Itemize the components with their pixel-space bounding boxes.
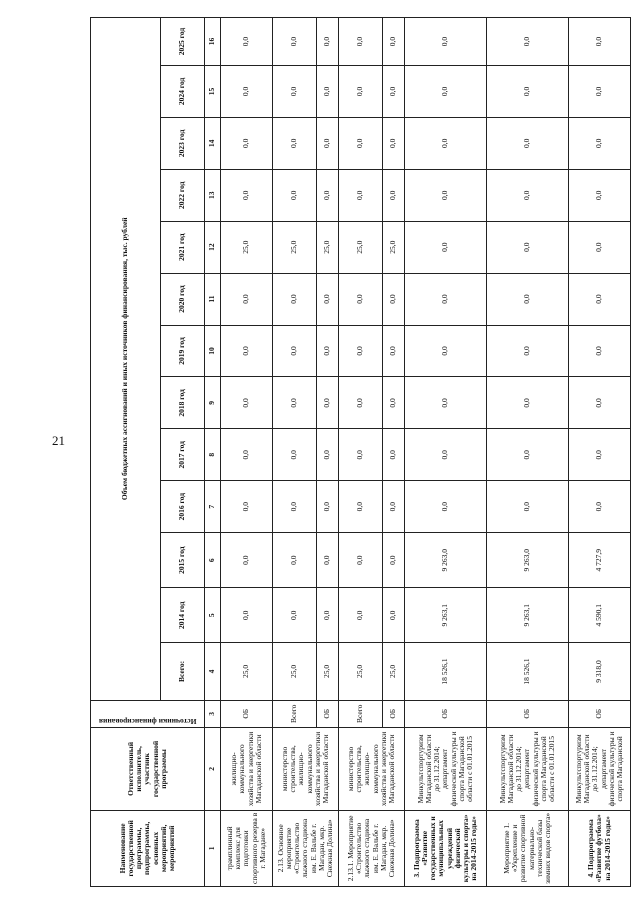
row-year-value: 9 263,1	[405, 588, 487, 643]
row-year-value: 0,0	[487, 18, 569, 66]
row-source-cell: ОБ	[405, 700, 487, 728]
column-number: 2	[205, 728, 221, 811]
row-year-value: 0,0	[273, 429, 317, 481]
column-number: 12	[205, 221, 221, 273]
column-number: 4	[205, 643, 221, 700]
row-year-value: 0,0	[383, 377, 405, 429]
page-number: 21	[52, 433, 65, 448]
row-year-value: 0,0	[569, 429, 631, 481]
row-year-value: 0,0	[339, 429, 383, 481]
row-year-value: 0,0	[569, 117, 631, 169]
column-number: 15	[205, 65, 221, 117]
header-year: 2023 год	[161, 117, 205, 169]
column-number: 13	[205, 169, 221, 221]
row-year-value: 0,0	[317, 65, 339, 117]
column-number: 8	[205, 429, 221, 481]
row-year-value: 0,0	[273, 65, 317, 117]
header-year: 2017 год	[161, 429, 205, 481]
header-year: 2022 год	[161, 169, 205, 221]
row-year-value: 0,0	[273, 169, 317, 221]
header-year: 2019 год	[161, 325, 205, 377]
row-year-value: 25,0	[221, 221, 273, 273]
header-year: 2021 год	[161, 221, 205, 273]
row-year-value: 0,0	[569, 169, 631, 221]
row-total-cell: 25,0	[339, 643, 383, 700]
header-funding: Объем бюджетных ассигнований и иных источников финансирования, тыс. рублей	[91, 18, 161, 701]
row-year-value: 0,0	[339, 117, 383, 169]
row-total-cell: 25,0	[383, 643, 405, 700]
row-year-value: 0,0	[317, 117, 339, 169]
row-total-cell: 18 526,1	[487, 643, 569, 700]
row-year-value: 0,0	[405, 169, 487, 221]
row-year-value: 0,0	[487, 221, 569, 273]
row-year-value: 0,0	[339, 325, 383, 377]
row-year-value: 0,0	[273, 117, 317, 169]
row-year-value: 0,0	[221, 377, 273, 429]
column-number: 9	[205, 377, 221, 429]
row-year-value: 0,0	[487, 273, 569, 325]
row-total-cell: 9 318,0	[569, 643, 631, 700]
row-year-value: 0,0	[569, 481, 631, 533]
row-year-value: 0,0	[405, 117, 487, 169]
row-year-value: 0,0	[569, 65, 631, 117]
row-year-value: 0,0	[273, 273, 317, 325]
row-year-value: 0,0	[383, 169, 405, 221]
row-year-value: 0,0	[569, 273, 631, 325]
row-year-value: 0,0	[221, 169, 273, 221]
row-year-value: 0,0	[383, 429, 405, 481]
row-year-value: 0,0	[317, 533, 339, 588]
funding-table-sheet	[90, 17, 624, 887]
row-year-value: 9 263,0	[405, 533, 487, 588]
header-year: 2015 год	[161, 533, 205, 588]
row-year-value: 0,0	[339, 588, 383, 643]
row-source-cell: Всего	[273, 700, 317, 728]
row-source-cell: ОБ	[383, 700, 405, 728]
row-year-value: 0,0	[273, 325, 317, 377]
table-row	[405, 18, 487, 887]
column-number: 16	[205, 18, 221, 66]
row-year-value: 0,0	[221, 588, 273, 643]
row-year-value: 9 263,0	[487, 533, 569, 588]
row-name-cell: трамплинный комплекс для подготовки спортивного резерва в г. Магадане»	[221, 810, 273, 886]
row-name-cell: 3. Подпрограмма «Развитие государственных и муниципальных учреждений физической культуры и спорта» на 2014-2015 годы»	[405, 810, 487, 886]
table-row	[339, 18, 383, 887]
row-year-value: 0,0	[273, 588, 317, 643]
header-responsible: Ответственный исполнитель, участник государственной программы	[91, 728, 205, 811]
row-year-value: 0,0	[405, 65, 487, 117]
row-year-value: 0,0	[383, 325, 405, 377]
row-responsible-cell: министерство строительства, жилищно-коммунального хозяйства и энергетики Магаданской области	[273, 728, 339, 811]
row-source-cell: ОБ	[221, 700, 273, 728]
row-total-cell: 18 526,1	[405, 643, 487, 700]
row-year-value: 0,0	[339, 377, 383, 429]
row-year-value: 25,0	[273, 221, 317, 273]
row-total-cell: 25,0	[317, 643, 339, 700]
row-year-value: 0,0	[221, 273, 273, 325]
row-year-value: 0,0	[487, 429, 569, 481]
row-year-value: 0,0	[317, 481, 339, 533]
row-year-value: 0,0	[569, 377, 631, 429]
row-year-value: 0,0	[405, 429, 487, 481]
row-year-value: 0,0	[383, 65, 405, 117]
row-year-value: 0,0	[221, 533, 273, 588]
row-year-value: 0,0	[317, 325, 339, 377]
row-responsible-cell: жилищно-коммунального хозяйства и энергетики Магаданской области	[221, 728, 273, 811]
row-year-value: 0,0	[383, 588, 405, 643]
row-year-value: 0,0	[221, 18, 273, 66]
row-year-value: 0,0	[405, 481, 487, 533]
row-name-cell: 2.13.1. Мероприятие «Строительство лыжного стадиона им. Е. Вальбе г. Магадан, мкр. Снежная Долина»	[339, 810, 405, 886]
row-name-cell: 2.13. Основное мероприятие «Строительство лыжного стадиона им. Е. Вальбе г. Магадан, мкр. Снежная Долина»	[273, 810, 339, 886]
header-name: Наименование государственной программы, подпрограммы, основных мероприятий, мероприятий	[91, 810, 205, 886]
row-year-value: 0,0	[339, 273, 383, 325]
row-year-value: 0,0	[317, 18, 339, 66]
row-year-value: 0,0	[383, 533, 405, 588]
row-year-value: 0,0	[339, 65, 383, 117]
row-year-value: 0,0	[273, 377, 317, 429]
row-year-value: 0,0	[317, 169, 339, 221]
row-responsible-cell: министерство строительства, жилищно-коммунального хозяйства и энергетики Магаданской области	[339, 728, 405, 811]
table-row	[569, 18, 631, 887]
column-number: 11	[205, 273, 221, 325]
header-year: 2018 год	[161, 377, 205, 429]
column-number: 1	[205, 810, 221, 886]
row-source-cell: ОБ	[317, 700, 339, 728]
row-year-value: 0,0	[487, 377, 569, 429]
row-source-cell: Всего	[339, 700, 383, 728]
row-year-value: 25,0	[339, 221, 383, 273]
row-year-value: 0,0	[405, 273, 487, 325]
header-year: 2014 год	[161, 588, 205, 643]
row-year-value: 0,0	[339, 533, 383, 588]
row-year-value: 0,0	[317, 429, 339, 481]
row-year-value: 25,0	[317, 221, 339, 273]
row-year-value: 0,0	[273, 481, 317, 533]
row-year-value: 9 263,1	[487, 588, 569, 643]
row-year-value: 0,0	[339, 481, 383, 533]
row-name-cell: 4. Подпрограмма «Развитие футбола» на 2014-2015 годы»	[569, 810, 631, 886]
row-year-value: 0,0	[273, 533, 317, 588]
row-total-cell: 25,0	[273, 643, 317, 700]
header-year: 2024 год	[161, 65, 205, 117]
row-year-value: 0,0	[569, 325, 631, 377]
row-year-value: 0,0	[339, 169, 383, 221]
row-year-value: 0,0	[405, 221, 487, 273]
row-year-value: 0,0	[405, 325, 487, 377]
row-year-value: 0,0	[339, 18, 383, 66]
table-row	[273, 18, 317, 887]
row-year-value: 0,0	[487, 481, 569, 533]
row-year-value: 0,0	[569, 221, 631, 273]
column-number: 10	[205, 325, 221, 377]
row-year-value: 0,0	[221, 325, 273, 377]
table-row	[221, 18, 273, 887]
row-year-value: 0,0	[221, 481, 273, 533]
row-year-value: 0,0	[569, 18, 631, 66]
row-year-value: 0,0	[383, 273, 405, 325]
row-year-value: 4 590,1	[569, 588, 631, 643]
header-source	[91, 700, 205, 728]
row-year-value: 0,0	[317, 377, 339, 429]
row-year-value: 4 727,9	[569, 533, 631, 588]
row-year-value: 0,0	[487, 117, 569, 169]
column-number: 3	[205, 700, 221, 728]
row-year-value: 0,0	[273, 18, 317, 66]
row-year-value: 0,0	[383, 18, 405, 66]
row-responsible-cell: Минкультспортуризм Магаданской области до 31.12.2014; департамент физической культуры и спорта Магаданской области с 01.01.2015	[405, 728, 487, 811]
row-year-value: 0,0	[221, 429, 273, 481]
header-year: 2025 год	[161, 18, 205, 66]
row-year-value: 0,0	[317, 273, 339, 325]
column-number: 14	[205, 117, 221, 169]
column-number: 6	[205, 533, 221, 588]
row-name-cell: Мероприятие 1. «Укрепление и развитие спортивной материально-технической базы зимних видов спорта»	[487, 810, 569, 886]
row-year-value: 25,0	[383, 221, 405, 273]
row-total-cell: 25,0	[221, 643, 273, 700]
row-year-value: 0,0	[317, 588, 339, 643]
table-row	[487, 18, 569, 887]
column-number: 5	[205, 588, 221, 643]
row-year-value: 0,0	[221, 65, 273, 117]
column-number: 7	[205, 481, 221, 533]
row-responsible-cell: Минкультспортуризм Магаданской области до 31.12.2014; департамент физической культуры и спорта Магаданской	[569, 728, 631, 811]
row-year-value: 0,0	[487, 65, 569, 117]
row-year-value: 0,0	[405, 377, 487, 429]
header-total: Всего:	[161, 643, 205, 700]
row-year-value: 0,0	[221, 117, 273, 169]
row-responsible-cell: Минкультспортуризм Магаданской области до 31.12.2014; департамент физической культуры и спорта Магаданской области с 01.01.2015	[487, 728, 569, 811]
row-year-value: 0,0	[383, 481, 405, 533]
row-year-value: 0,0	[405, 18, 487, 66]
header-year: 2016 год	[161, 481, 205, 533]
row-source-cell: ОБ	[569, 700, 631, 728]
row-year-value: 0,0	[487, 325, 569, 377]
row-source-cell: ОБ	[487, 700, 569, 728]
header-year: 2020 год	[161, 273, 205, 325]
header-source-text: Источники финансирования	[98, 717, 197, 727]
row-year-value: 0,0	[383, 117, 405, 169]
funding-table	[90, 17, 631, 887]
row-year-value: 0,0	[487, 169, 569, 221]
